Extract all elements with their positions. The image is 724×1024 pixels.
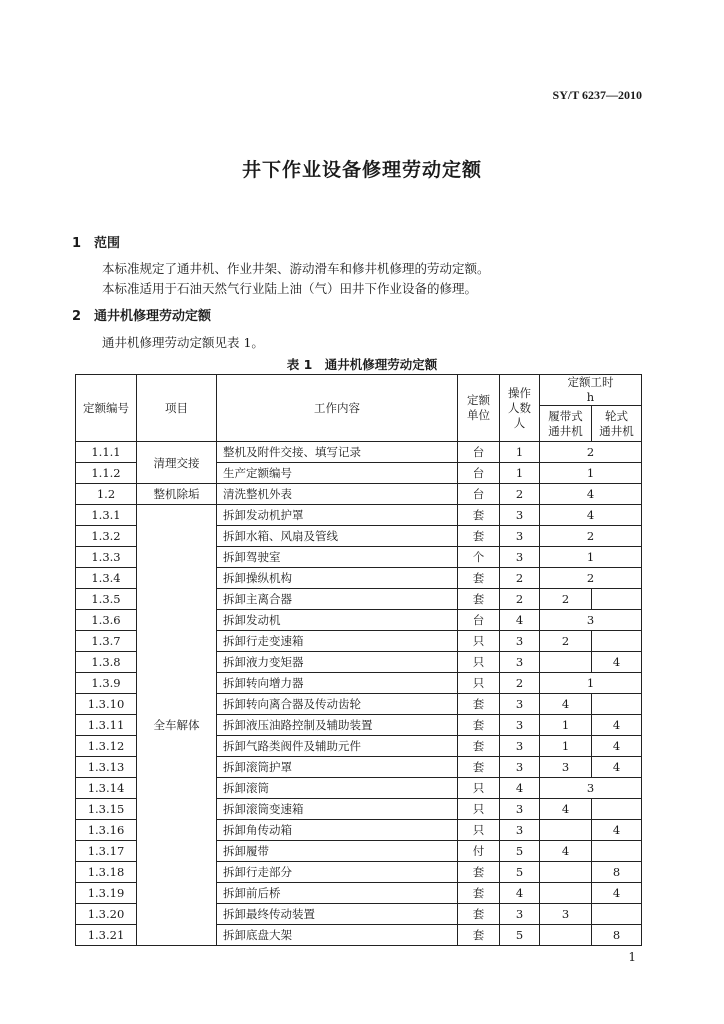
row-hours-crawler: 3: [540, 757, 592, 778]
table-caption: 表 1 通井机修理劳动定额: [286, 357, 438, 372]
row-hours-wheel: [592, 694, 642, 715]
row-code: 1.3.10: [76, 694, 137, 715]
row-content: 拆卸滚筒: [217, 778, 458, 799]
row-hours-wheel: [592, 631, 642, 652]
row-code: 1.3.5: [76, 589, 137, 610]
row-hours-crawler: [540, 820, 592, 841]
row-hours-merged: 2: [540, 442, 642, 463]
row-hours-wheel: [592, 841, 642, 862]
row-hours-merged: 1: [540, 673, 642, 694]
row-content: 拆卸角传动箱: [217, 820, 458, 841]
header-hours-line: 定额工时: [567, 375, 614, 389]
row-people: 3: [500, 799, 540, 820]
row-people: 3: [500, 694, 540, 715]
row-hours-wheel: 4: [592, 883, 642, 904]
section-heading-2: [72, 305, 211, 324]
row-content: 拆卸发动机护罩: [217, 505, 458, 526]
row-hours-wheel: 4: [592, 757, 642, 778]
row-code: 1.3.19: [76, 883, 137, 904]
row-people: 3: [500, 820, 540, 841]
header-hours-unit: h: [586, 390, 595, 404]
header-code: 定额编号: [76, 375, 137, 442]
row-code: 1.3.13: [76, 757, 137, 778]
row-unit: 套: [458, 715, 500, 736]
section-number: 1: [72, 236, 82, 251]
row-hours-merged: 1: [540, 463, 642, 484]
row-code: 1.3.1: [76, 505, 137, 526]
row-item: 清理交接: [137, 442, 217, 484]
row-people: 3: [500, 652, 540, 673]
header-people-line: 人数: [508, 400, 531, 415]
header-wheel-line: 通井机: [599, 423, 634, 438]
row-code: 1.2: [76, 484, 137, 505]
row-hours-wheel: 4: [592, 820, 642, 841]
row-hours-crawler: [540, 652, 592, 673]
row-content: 拆卸履带: [217, 841, 458, 862]
row-hours-wheel: 4: [592, 652, 642, 673]
row-people: 4: [500, 610, 540, 631]
row-unit: 台: [458, 484, 500, 505]
row-unit: 只: [458, 652, 500, 673]
row-content: 拆卸前后桥: [217, 883, 458, 904]
table-body: [76, 442, 642, 946]
header-people-line: 人: [513, 415, 526, 430]
row-hours-crawler: 2: [540, 589, 592, 610]
row-item: 全车解体: [137, 505, 217, 946]
row-hours-crawler: [540, 862, 592, 883]
row-unit: 只: [458, 673, 500, 694]
header-content: 工作内容: [217, 375, 458, 442]
row-unit: 套: [458, 568, 500, 589]
row-hours-merged: 4: [540, 505, 642, 526]
row-code: 1.3.2: [76, 526, 137, 547]
table-row: [76, 505, 642, 526]
row-people: 3: [500, 631, 540, 652]
header-wheel-line: 轮式: [605, 408, 628, 423]
row-content: 整机及附件交接、填写记录: [217, 442, 458, 463]
row-code: 1.3.15: [76, 799, 137, 820]
section-heading-1: [72, 232, 120, 251]
page-number: 1: [628, 950, 636, 964]
row-code: 1.3.18: [76, 862, 137, 883]
row-people: 4: [500, 778, 540, 799]
row-unit: 台: [458, 442, 500, 463]
row-code: 1.3.7: [76, 631, 137, 652]
row-hours-merged: 3: [540, 778, 642, 799]
row-code: 1.3.6: [76, 610, 137, 631]
row-people: 5: [500, 862, 540, 883]
row-people: 4: [500, 883, 540, 904]
row-hours-wheel: 4: [592, 736, 642, 757]
row-hours-crawler: 1: [540, 715, 592, 736]
row-code: 1.3.9: [76, 673, 137, 694]
row-content: 拆卸气路类阀件及辅助元件: [217, 736, 458, 757]
row-content: 清洗整机外表: [217, 484, 458, 505]
row-unit: 只: [458, 799, 500, 820]
row-unit: 只: [458, 631, 500, 652]
row-code: 1.1.2: [76, 463, 137, 484]
section-title: 范围: [94, 236, 121, 251]
row-people: 3: [500, 505, 540, 526]
row-code: 1.3.21: [76, 925, 137, 946]
header-hours: [540, 375, 642, 406]
table-row: [76, 442, 642, 463]
row-hours-wheel: [592, 904, 642, 925]
section-number: 2: [72, 309, 82, 324]
header-wheel: [592, 406, 642, 442]
header-unit: [458, 375, 500, 442]
row-content: 拆卸转向增力器: [217, 673, 458, 694]
row-hours-wheel: 8: [592, 862, 642, 883]
row-content: 拆卸行走部分: [217, 862, 458, 883]
row-people: 3: [500, 757, 540, 778]
row-content: 拆卸操纵机构: [217, 568, 458, 589]
row-people: 2: [500, 589, 540, 610]
table-row: [76, 484, 642, 505]
row-unit: 套: [458, 925, 500, 946]
row-content: 拆卸驾驶室: [217, 547, 458, 568]
row-people: 5: [500, 841, 540, 862]
row-content: 拆卸滚筒变速箱: [217, 799, 458, 820]
labor-quota-table: [75, 374, 642, 946]
row-people: 3: [500, 904, 540, 925]
row-code: 1.3.20: [76, 904, 137, 925]
row-people: 3: [500, 715, 540, 736]
row-code: 1.3.12: [76, 736, 137, 757]
row-code: 1.1.1: [76, 442, 137, 463]
row-unit: 套: [458, 883, 500, 904]
row-hours-wheel: 8: [592, 925, 642, 946]
paragraph: 通井机修理劳动定额见表 1。: [102, 335, 264, 350]
row-unit: 付: [458, 841, 500, 862]
row-content: 拆卸转向离合器及传动齿轮: [217, 694, 458, 715]
row-unit: 套: [458, 694, 500, 715]
row-code: 1.3.4: [76, 568, 137, 589]
row-unit: 套: [458, 757, 500, 778]
row-content: 拆卸发动机: [217, 610, 458, 631]
row-content: 拆卸最终传动装置: [217, 904, 458, 925]
row-content: 拆卸水箱、风扇及管线: [217, 526, 458, 547]
row-code: 1.3.17: [76, 841, 137, 862]
header-people-line: 操作: [508, 385, 531, 400]
row-content: 拆卸底盘大架: [217, 925, 458, 946]
row-content: 拆卸滚筒护罩: [217, 757, 458, 778]
row-people: 2: [500, 568, 540, 589]
row-content: 拆卸行走变速箱: [217, 631, 458, 652]
row-content: 生产定额编号: [217, 463, 458, 484]
row-content: 拆卸主离合器: [217, 589, 458, 610]
row-unit: 只: [458, 820, 500, 841]
document-title: 井下作业设备修理劳动定额: [241, 159, 482, 181]
row-unit: 套: [458, 589, 500, 610]
row-content: 拆卸液力变矩器: [217, 652, 458, 673]
row-content: 拆卸液压油路控制及辅助装置: [217, 715, 458, 736]
row-people: 1: [500, 442, 540, 463]
row-hours-crawler: 4: [540, 694, 592, 715]
row-hours-merged: 2: [540, 526, 642, 547]
row-unit: 套: [458, 736, 500, 757]
standard-number: SY/T 6237—2010: [552, 88, 642, 102]
row-people: 5: [500, 925, 540, 946]
row-code: 1.3.8: [76, 652, 137, 673]
row-people: 3: [500, 547, 540, 568]
row-hours-crawler: 1: [540, 736, 592, 757]
header-crawler-line: 履带式: [548, 408, 583, 423]
row-people: 2: [500, 673, 540, 694]
header-unit-line: 定额: [467, 393, 490, 407]
row-code: 1.3.11: [76, 715, 137, 736]
row-hours-crawler: 4: [540, 799, 592, 820]
header-item: 项目: [137, 375, 217, 442]
paragraph: 本标准适用于石油天然气行业陆上油（气）田井下作业设备的修理。: [102, 281, 478, 296]
row-hours-merged: 3: [540, 610, 642, 631]
row-people: 1: [500, 463, 540, 484]
row-code: 1.3.14: [76, 778, 137, 799]
row-hours-wheel: 4: [592, 715, 642, 736]
header-unit-line: 单位: [467, 408, 490, 422]
row-code: 1.3.16: [76, 820, 137, 841]
row-unit: 只: [458, 778, 500, 799]
row-hours-wheel: [592, 799, 642, 820]
header-crawler: [540, 406, 592, 442]
row-hours-crawler: [540, 883, 592, 904]
row-unit: 套: [458, 862, 500, 883]
row-hours-crawler: [540, 925, 592, 946]
row-people: 2: [500, 484, 540, 505]
row-people: 3: [500, 526, 540, 547]
row-unit: 台: [458, 463, 500, 484]
header-people: [500, 375, 540, 442]
row-hours-crawler: 2: [540, 631, 592, 652]
row-unit: 套: [458, 904, 500, 925]
row-unit: 台: [458, 610, 500, 631]
row-people: 3: [500, 736, 540, 757]
row-unit: 个: [458, 547, 500, 568]
row-hours-merged: 2: [540, 568, 642, 589]
header-crawler-line: 通井机: [548, 423, 583, 438]
row-hours-crawler: 3: [540, 904, 592, 925]
row-code: 1.3.3: [76, 547, 137, 568]
row-hours-merged: 1: [540, 547, 642, 568]
section-title: 通井机修理劳动定额: [94, 309, 212, 324]
paragraph: 本标准规定了通井机、作业井架、游动滑车和修井机修理的劳动定额。: [102, 261, 490, 276]
row-hours-wheel: [592, 589, 642, 610]
row-unit: 套: [458, 505, 500, 526]
row-item: 整机除垢: [137, 484, 217, 505]
row-hours-merged: 4: [540, 484, 642, 505]
row-hours-crawler: 4: [540, 841, 592, 862]
row-unit: 套: [458, 526, 500, 547]
